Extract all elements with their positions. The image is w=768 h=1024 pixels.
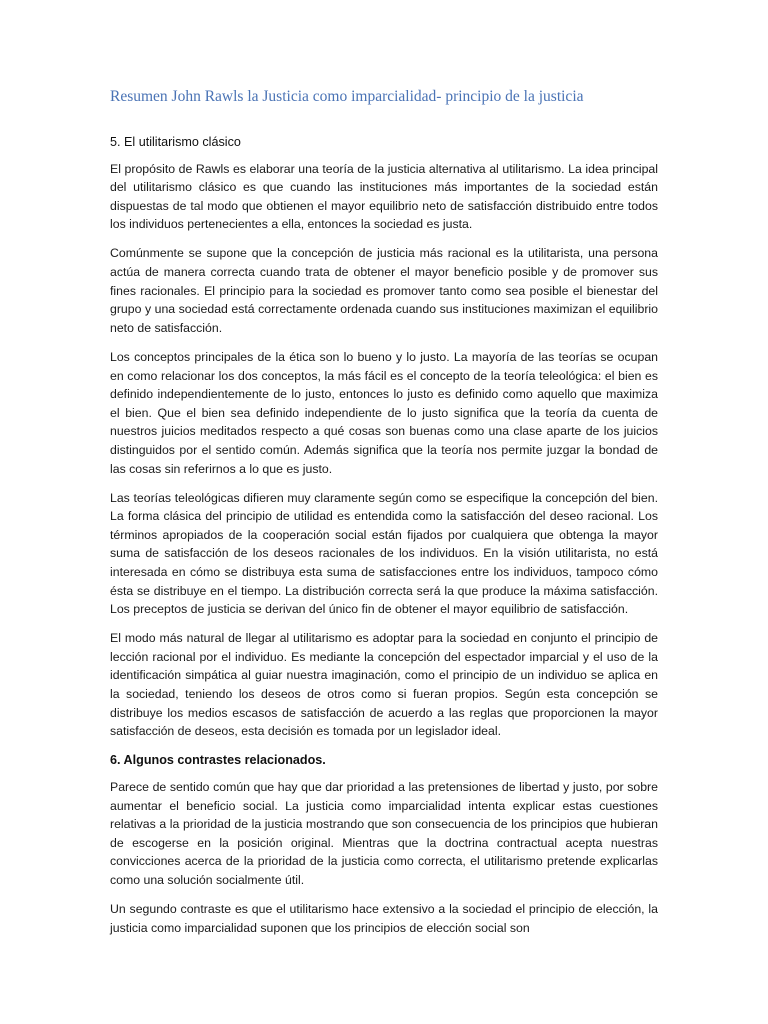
paragraph: Parece de sentido común que hay que dar prioridad a las pretensiones de libertad y justo, por sobre aumentar el beneficio social. La justicia como imparcialidad intenta explicar estas cuestiones relativas a la prioridad de la justicia mostrando que son consecuencia de los principios que hubieran de escogerse en la posición original. Mientras que la doctrina contractual acepta nuestras convicciones acerca de la prioridad de la justicia como correcta, el utilitarismo pretende explicarlas como una solución socialmente útil. [110,779,658,887]
paragraph: El modo más natural de llegar al utilitarismo es adoptar para la sociedad en conjunto el principio de lección racional por el individuo. Es mediante la concepción del espectador imparcial y el uso de la identificación simpática al guiar nuestra imaginación, como el principio de un individuo se aplica en la sociedad, teniendo los deseos de otros como si fueran propios. Según esta concepción se distribuye los medios escasos de satisfacción de acuerdo a las reglas que proporcionen la mayor satisfacción de deseos, esta decisión es tomada por un legislador ideal. [110,631,658,739]
document-title: Resumen John Rawls la Justicia como imparcialidad- principio de la justicia [110,88,584,105]
paragraph: Los conceptos principales de la ética son lo bueno y lo justo. La mayoría de las teorías se ocupan en como relacionar los dos conceptos, la más fácil es el concepto de la teoría teleológica: el bien es definido independientemente de lo justo, entonces lo justo es definido como aquello que maximiza el bien. Que el bien sea definido independiente de lo justo significa que la teoría da cuenta de nuestros juicios meditados respecto a qué cosas son buenas como una clase aparte de los juicios distinguidos por el sentido común. Además significa que la teoría nos permite juzgar la bondad de las cosas sin referirnos a lo que es justo. [110,349,658,476]
document-body [110,133,658,948]
section-heading-contrastes: 6. Algunos contrastes relacionados. [110,753,326,768]
paragraph: Un segundo contraste es que el utilitarismo hace extensivo a la sociedad el principio de elección, la justicia como imparcialidad suponen que los principios de elección social son [110,901,658,935]
paragraph: Las teorías teleológicas difieren muy claramente según como se especifique la concepción del bien. La forma clásica del principio de utilidad es entendida como la satisfacción del deseo racional. Los términos apropiados de la cooperación social están fijados por cualquiera que obtenga la mayor suma de satisfacción de los deseos racionales de los individuos. En la visión utilitarista, no está interesada en cómo se distribuya esta suma de satisfacciones entre los individuos, tampoco cómo ésta se distribuye en el tiempo. La distribución correcta será la que produce la máxima satisfacción. Los preceptos de justicia se derivan del único fin de obtener el mayor equilibrio de satisfacción. [110,490,658,617]
paragraph: El propósito de Rawls es elaborar una teoría de la justicia alternativa al utilitarismo. La idea principal del utilitarismo clásico es que cuando las instituciones más importantes de la sociedad están dispuestas de tal modo que obtienen el mayor equilibrio neto de satisfacción distribuido entre todos los individuos pertenecientes a ella, entonces la sociedad es justa. [110,161,658,232]
paragraph: Comúnmente se supone que la concepción de justicia más racional es la utilitarista, una persona actúa de manera correcta cuando trata de obtener el mayor beneficio posible y de promover sus fines racionales. El principio para la sociedad es promover tanto como sea posible el bienestar del grupo y una sociedad está correctamente ordenada cuando sus instituciones maximizan el equilibrio neto de satisfacción. [110,246,658,335]
section-heading-utilitarismo-clasico: 5. El utilitarismo clásico [110,135,241,149]
